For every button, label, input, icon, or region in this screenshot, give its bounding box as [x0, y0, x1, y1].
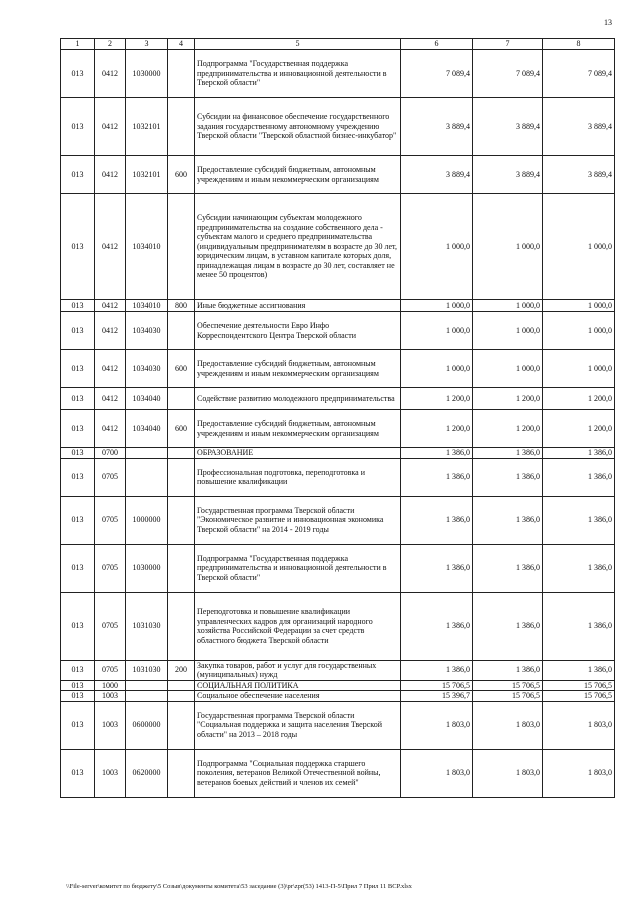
- value-cell: 1 386,0: [473, 448, 543, 459]
- budget-code-cell: 013: [61, 680, 95, 691]
- value-cell: 3 889,4: [401, 98, 473, 156]
- expense-type-cell: [168, 701, 195, 749]
- table-row: [61, 98, 615, 156]
- col-header: 1: [61, 39, 95, 50]
- file-path-footer: \\File-server\комитет по бюджету\5 Созыв\документы комитета\53 заседание (3)\pr\zpr(53) 1413-П-5\Прил 7 Прил 11 ВСР.xlsx: [66, 883, 412, 890]
- description-cell: Социальное обеспечение населения: [195, 691, 401, 702]
- expense-type-cell: 600: [168, 350, 195, 388]
- budget-code-cell: 013: [61, 50, 95, 98]
- target-code-cell: 1034010: [126, 300, 168, 312]
- table-row: [61, 544, 615, 592]
- value-cell: 1 803,0: [543, 701, 615, 749]
- value-cell: 15 706,5: [401, 680, 473, 691]
- target-code-cell: [126, 448, 168, 459]
- value-cell: 1 803,0: [543, 749, 615, 797]
- table-row: [61, 156, 615, 194]
- value-cell: 7 089,4: [543, 50, 615, 98]
- description-cell: Субсидии на финансовое обеспечение государственного задания государственному автономному учреждению Тверской области "Тверской областной бизнес-инкубатор": [195, 98, 401, 156]
- expense-type-cell: 200: [168, 660, 195, 680]
- value-cell: 1 386,0: [473, 544, 543, 592]
- budget-code-cell: 013: [61, 749, 95, 797]
- value-cell: 15 706,5: [543, 691, 615, 702]
- value-cell: 1 200,0: [543, 388, 615, 410]
- value-cell: 1 386,0: [401, 660, 473, 680]
- value-cell: 3 889,4: [543, 98, 615, 156]
- expense-type-cell: [168, 458, 195, 496]
- expense-type-cell: [168, 544, 195, 592]
- value-cell: 1 200,0: [543, 410, 615, 448]
- budget-code-cell: 013: [61, 410, 95, 448]
- value-cell: 1 000,0: [473, 194, 543, 300]
- col-header: 8: [543, 39, 615, 50]
- expense-type-cell: [168, 194, 195, 300]
- value-cell: 15 706,5: [473, 680, 543, 691]
- value-cell: 1 000,0: [543, 312, 615, 350]
- budget-code-cell: 013: [61, 350, 95, 388]
- value-cell: 3 889,4: [473, 98, 543, 156]
- section-code-cell: 0412: [95, 50, 126, 98]
- target-code-cell: 1034040: [126, 388, 168, 410]
- value-cell: 1 200,0: [401, 410, 473, 448]
- budget-code-cell: 013: [61, 300, 95, 312]
- target-code-cell: 1030000: [126, 50, 168, 98]
- description-cell: Государственная программа Тверской области "Экономическое развитие и инновационная экономика Тверской области" на 2014 - 2019 годы: [195, 496, 401, 544]
- section-code-cell: 0705: [95, 496, 126, 544]
- value-cell: 1 000,0: [401, 350, 473, 388]
- description-cell: Обеспечение деятельности Евро Инфо Корреспондентского Центра Тверской области: [195, 312, 401, 350]
- col-header: 7: [473, 39, 543, 50]
- section-code-cell: 0412: [95, 156, 126, 194]
- value-cell: 1 386,0: [543, 458, 615, 496]
- expense-type-cell: [168, 680, 195, 691]
- section-code-cell: 0412: [95, 350, 126, 388]
- table-row: [61, 592, 615, 660]
- value-cell: 7 089,4: [473, 50, 543, 98]
- expense-type-cell: [168, 50, 195, 98]
- description-cell: Предоставление субсидий бюджетным, автономным учреждениям и иным некоммерческим организациям: [195, 410, 401, 448]
- value-cell: 7 089,4: [401, 50, 473, 98]
- col-header: 5: [195, 39, 401, 50]
- description-cell: СОЦИАЛЬНАЯ ПОЛИТИКА: [195, 680, 401, 691]
- description-cell: Содействие развитию молодежного предпринимательства: [195, 388, 401, 410]
- value-cell: 1 200,0: [401, 388, 473, 410]
- budget-code-cell: 013: [61, 691, 95, 702]
- col-header: 4: [168, 39, 195, 50]
- value-cell: 1 803,0: [473, 701, 543, 749]
- description-cell: Государственная программа Тверской области "Социальная поддержка и защита населения Тверской области" на 2013 – 2018 годы: [195, 701, 401, 749]
- table-row: [61, 300, 615, 312]
- table-row: [61, 660, 615, 680]
- section-code-cell: 1003: [95, 701, 126, 749]
- budget-code-cell: 013: [61, 98, 95, 156]
- section-code-cell: 0705: [95, 592, 126, 660]
- target-code-cell: [126, 691, 168, 702]
- section-code-cell: 1003: [95, 749, 126, 797]
- budget-code-cell: 013: [61, 448, 95, 459]
- header-row: [61, 39, 615, 50]
- description-cell: ОБРАЗОВАНИЕ: [195, 448, 401, 459]
- expense-type-cell: 600: [168, 410, 195, 448]
- target-code-cell: 1000000: [126, 496, 168, 544]
- description-cell: Субсидии начинающим субъектам молодежного предпринимательства на создание собственного дела - субъектам малого и среднего предпринимательства (индивидуальным предпринимателям в возрасте до 30 лет, юридическим лицам, в уставном капитале которых доля, принадлежащая лицам в возрасте до 30 лет, составляет не менее 50 процентов): [195, 194, 401, 300]
- description-cell: Закупка товаров, работ и услуг для государственных (муниципальных) нужд: [195, 660, 401, 680]
- budget-code-cell: 013: [61, 388, 95, 410]
- value-cell: 1 000,0: [473, 300, 543, 312]
- section-code-cell: 0705: [95, 544, 126, 592]
- expense-type-cell: [168, 98, 195, 156]
- description-cell: Предоставление субсидий бюджетным, автономным учреждениям и иным некоммерческим организациям: [195, 350, 401, 388]
- table-row: [61, 448, 615, 459]
- value-cell: 15 396,7: [401, 691, 473, 702]
- target-code-cell: 1034030: [126, 350, 168, 388]
- description-cell: Подпрограмма "Социальная поддержка старшего поколения, ветеранов Великой Отечественной войны, ветеранов боевых действий и членов их семей": [195, 749, 401, 797]
- target-code-cell: 0620000: [126, 749, 168, 797]
- table-row: [61, 701, 615, 749]
- expense-type-cell: [168, 691, 195, 702]
- table-row: [61, 410, 615, 448]
- budget-code-cell: 013: [61, 312, 95, 350]
- expense-type-cell: [168, 388, 195, 410]
- expense-type-cell: [168, 496, 195, 544]
- value-cell: 1 000,0: [473, 350, 543, 388]
- target-code-cell: [126, 458, 168, 496]
- value-cell: 15 706,5: [473, 691, 543, 702]
- value-cell: 1 386,0: [543, 496, 615, 544]
- target-code-cell: 0600000: [126, 701, 168, 749]
- target-code-cell: 1032101: [126, 98, 168, 156]
- value-cell: 1 803,0: [401, 749, 473, 797]
- col-header: 6: [401, 39, 473, 50]
- expense-type-cell: [168, 592, 195, 660]
- budget-code-cell: 013: [61, 194, 95, 300]
- value-cell: 1 803,0: [473, 749, 543, 797]
- description-cell: Профессиональная подготовка, переподготовка и повышение квалификации: [195, 458, 401, 496]
- value-cell: 1 000,0: [473, 312, 543, 350]
- value-cell: 1 386,0: [401, 592, 473, 660]
- description-cell: Подпрограмма "Государственная поддержка предпринимательства и инновационной деятельности в Тверской области": [195, 50, 401, 98]
- budget-table: [60, 38, 615, 798]
- target-code-cell: 1031030: [126, 592, 168, 660]
- description-cell: Предоставление субсидий бюджетным, автономным учреждениям и иным некоммерческим организациям: [195, 156, 401, 194]
- target-code-cell: 1031030: [126, 660, 168, 680]
- budget-code-cell: 013: [61, 496, 95, 544]
- target-code-cell: 1034030: [126, 312, 168, 350]
- value-cell: 1 386,0: [401, 458, 473, 496]
- value-cell: 1 000,0: [543, 300, 615, 312]
- description-cell: Переподготовка и повышение квалификации управленческих кадров для организаций народного хозяйства Российской Федерации за счет средств областного бюджета Тверской области: [195, 592, 401, 660]
- expense-type-cell: 600: [168, 156, 195, 194]
- value-cell: 1 000,0: [401, 194, 473, 300]
- page-number: 13: [604, 18, 612, 27]
- value-cell: 1 000,0: [401, 300, 473, 312]
- table-row: [61, 50, 615, 98]
- section-code-cell: 1000: [95, 680, 126, 691]
- target-code-cell: 1034010: [126, 194, 168, 300]
- table-row: [61, 194, 615, 300]
- value-cell: 1 803,0: [401, 701, 473, 749]
- section-code-cell: 0412: [95, 300, 126, 312]
- expense-type-cell: [168, 312, 195, 350]
- description-cell: Подпрограмма "Государственная поддержка предпринимательства и инновационной деятельности в Тверской области": [195, 544, 401, 592]
- value-cell: 1 386,0: [543, 448, 615, 459]
- section-code-cell: 0700: [95, 448, 126, 459]
- table-row: [61, 312, 615, 350]
- value-cell: 1 386,0: [401, 448, 473, 459]
- section-code-cell: 1003: [95, 691, 126, 702]
- section-code-cell: 0412: [95, 312, 126, 350]
- value-cell: 15 706,5: [543, 680, 615, 691]
- value-cell: 1 386,0: [543, 544, 615, 592]
- section-code-cell: 0412: [95, 388, 126, 410]
- value-cell: 3 889,4: [473, 156, 543, 194]
- value-cell: 1 386,0: [473, 592, 543, 660]
- budget-code-cell: 013: [61, 156, 95, 194]
- budget-code-cell: 013: [61, 544, 95, 592]
- value-cell: 1 200,0: [473, 410, 543, 448]
- table-row: [61, 458, 615, 496]
- table-row: [61, 680, 615, 691]
- budget-code-cell: 013: [61, 701, 95, 749]
- value-cell: 1 386,0: [473, 496, 543, 544]
- value-cell: 1 000,0: [543, 194, 615, 300]
- table-row: [61, 691, 615, 702]
- expense-type-cell: 800: [168, 300, 195, 312]
- table-row: [61, 350, 615, 388]
- target-code-cell: [126, 680, 168, 691]
- section-code-cell: 0705: [95, 660, 126, 680]
- value-cell: 3 889,4: [543, 156, 615, 194]
- value-cell: 1 386,0: [473, 458, 543, 496]
- description-cell: Иные бюджетные ассигнования: [195, 300, 401, 312]
- value-cell: 1 386,0: [543, 660, 615, 680]
- section-code-cell: 0412: [95, 98, 126, 156]
- target-code-cell: 1030000: [126, 544, 168, 592]
- value-cell: 1 200,0: [473, 388, 543, 410]
- value-cell: 1 386,0: [401, 544, 473, 592]
- section-code-cell: 0412: [95, 194, 126, 300]
- expense-type-cell: [168, 448, 195, 459]
- section-code-cell: 0412: [95, 410, 126, 448]
- table-row: [61, 749, 615, 797]
- value-cell: 3 889,4: [401, 156, 473, 194]
- value-cell: 1 000,0: [401, 312, 473, 350]
- target-code-cell: 1034040: [126, 410, 168, 448]
- value-cell: 1 386,0: [401, 496, 473, 544]
- col-header: 3: [126, 39, 168, 50]
- target-code-cell: 1032101: [126, 156, 168, 194]
- budget-code-cell: 013: [61, 660, 95, 680]
- value-cell: 1 386,0: [473, 660, 543, 680]
- col-header: 2: [95, 39, 126, 50]
- table-row: [61, 496, 615, 544]
- budget-code-cell: 013: [61, 592, 95, 660]
- table-row: [61, 388, 615, 410]
- budget-code-cell: 013: [61, 458, 95, 496]
- value-cell: 1 386,0: [543, 592, 615, 660]
- expense-type-cell: [168, 749, 195, 797]
- section-code-cell: 0705: [95, 458, 126, 496]
- value-cell: 1 000,0: [543, 350, 615, 388]
